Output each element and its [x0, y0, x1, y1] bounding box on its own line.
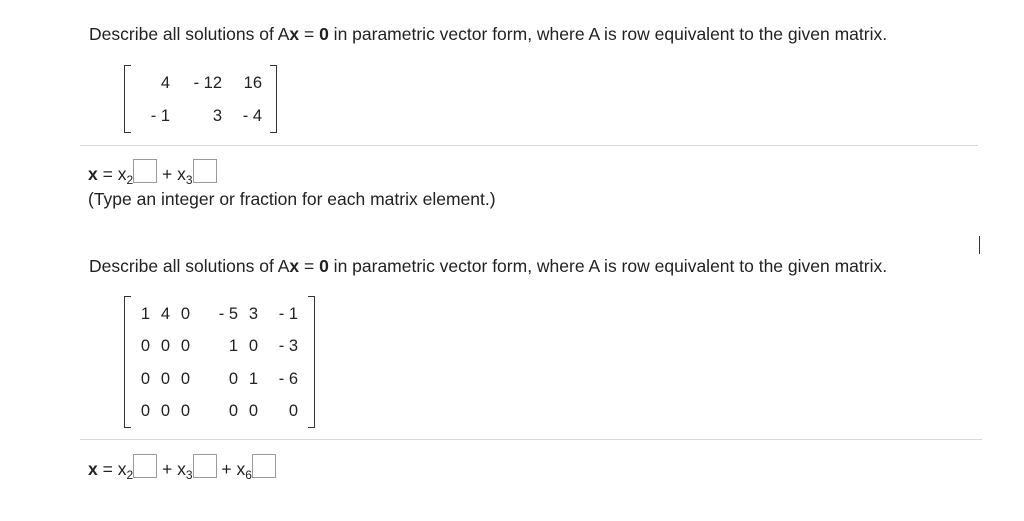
q1-answer-box-1[interactable]: [133, 159, 157, 183]
q2-divider: [80, 439, 982, 440]
q2-matrix-cell: 0: [180, 305, 190, 323]
q2-matrix-cell: 0: [180, 337, 190, 355]
q1-divider: [80, 145, 978, 146]
q2-answer-var3: x: [236, 459, 246, 479]
q2-matrix-cell: 0: [160, 402, 170, 420]
q2-answer-box-2[interactable]: [193, 454, 217, 478]
q2-answer-row: [88, 454, 276, 482]
q1-prompt: [89, 24, 887, 45]
q1-prompt-zero: 0: [319, 24, 329, 44]
q2-prompt-x: x: [289, 256, 300, 276]
q2-matrix-cell: 0: [288, 402, 298, 420]
q2-prompt-pre: Describe all solutions of A: [89, 256, 290, 276]
q2-matrix-cell: 0: [228, 370, 238, 388]
q1-matrix-left-bracket: [124, 65, 131, 133]
q2-matrix-right-bracket: [308, 296, 315, 428]
q1-answer-row: [88, 159, 217, 187]
q1-answer-var1-sub: 2: [126, 173, 134, 187]
q2-matrix-cell: - 6: [278, 370, 298, 388]
q2-matrix-cell: 1: [248, 370, 258, 388]
q1-prompt-post: in parametric vector form, where A is row equivalent to the given matrix.: [328, 24, 888, 44]
q2-answer-var1-sub: 2: [126, 468, 134, 482]
q2-matrix-cell: 0: [228, 402, 238, 420]
q1-answer-var1: x: [117, 164, 127, 184]
q2-answer-eq: =: [97, 459, 118, 479]
q2-prompt-zero: 0: [319, 256, 329, 276]
q1-prompt-pre: Describe all solutions of A: [89, 24, 290, 44]
q2-answer-var1: x: [117, 459, 127, 479]
q2-matrix-left-bracket: [124, 296, 131, 428]
q2-answer-var2-sub: 3: [185, 468, 193, 482]
q1-matrix-right-bracket: [270, 65, 277, 133]
q2-answer-lhs: x: [88, 459, 98, 479]
q2-prompt-eq: =: [299, 256, 320, 276]
q2-matrix-cell: 0: [180, 402, 190, 420]
q2-matrix-cell: 0: [140, 337, 150, 355]
q2-matrix-cell: 0: [180, 370, 190, 388]
q1-answer-box-2[interactable]: [193, 159, 217, 183]
q1-matrix-cell: - 4: [242, 107, 262, 125]
q1-matrix-cell: - 12: [193, 74, 222, 92]
q2-matrix-cell: 0: [140, 370, 150, 388]
text-cursor: [979, 236, 980, 254]
q2-matrix-cell: 4: [160, 305, 170, 323]
q2-answer-box-3[interactable]: [252, 454, 276, 478]
q1-matrix-cell: - 1: [150, 107, 170, 125]
q1-answer-lhs: x: [88, 164, 98, 184]
q2-matrix-cell: 0: [248, 337, 258, 355]
q2-prompt-post: in parametric vector form, where A is row equivalent to the given matrix.: [328, 256, 888, 276]
q2-matrix-cell: - 1: [278, 305, 298, 323]
q2-answer-plus2: +: [216, 459, 237, 479]
q2-matrix-cell: - 3: [278, 337, 298, 355]
q1-prompt-eq: =: [299, 24, 320, 44]
q2-matrix-cell: 1: [140, 305, 150, 323]
q1-matrix-cell: 16: [243, 74, 262, 92]
q2-matrix-cell: 0: [140, 402, 150, 420]
q1-answer-eq: =: [97, 164, 118, 184]
q2-matrix-cell: 1: [228, 337, 238, 355]
q1-matrix-cell: 4: [160, 74, 170, 92]
q2-answer-box-1[interactable]: [133, 454, 157, 478]
q2-answer-var2: x: [177, 459, 186, 479]
q1-hint: (Type an integer or fraction for each matrix element.): [88, 189, 496, 209]
q2-prompt: [89, 256, 887, 277]
q2-matrix-cell: 3: [248, 305, 258, 323]
q2-matrix-cell: 0: [160, 337, 170, 355]
q2-matrix-cell: 0: [248, 402, 258, 420]
q2-answer-var3-sub: 6: [245, 468, 252, 482]
q1-prompt-x: x: [289, 24, 300, 44]
q1-answer-plus: +: [157, 164, 178, 184]
q1-matrix-cell: 3: [212, 107, 222, 125]
q2-matrix-cell: 0: [160, 370, 170, 388]
q2-matrix-cell: - 5: [218, 305, 238, 323]
q1-answer-var2-sub: 3: [185, 173, 193, 187]
q1-answer-var2: x: [177, 164, 186, 184]
q2-answer-plus1: +: [157, 459, 178, 479]
